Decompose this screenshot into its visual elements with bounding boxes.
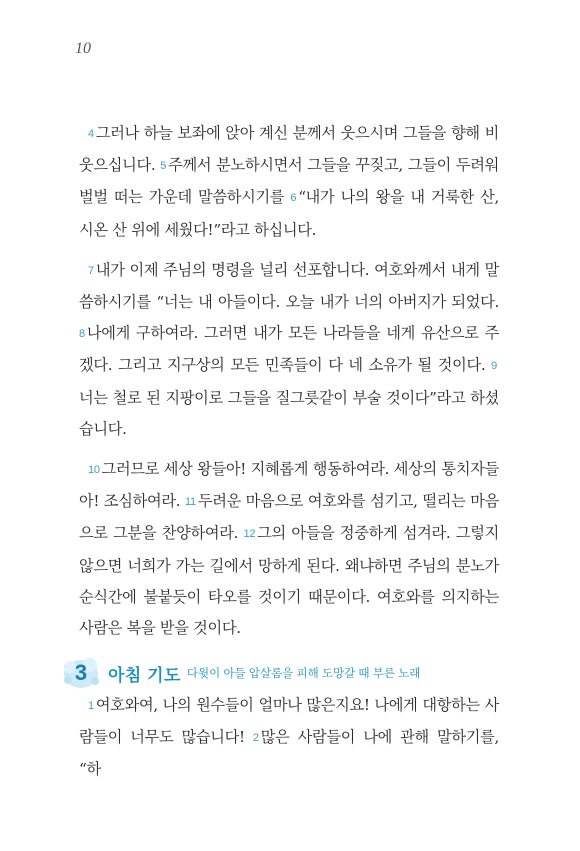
- verse-text: 많은 사람들이 나에 관해 말하기를, “하: [79, 728, 499, 779]
- section-number: 3: [74, 660, 88, 685]
- verse-text: 주께서 분노하시면서 그들을 꾸짖고, 그들이 두려워 벌벌 떠는 가운데 말씀하시기를: [79, 156, 499, 207]
- verse-number: 6: [290, 192, 297, 205]
- verse-text: 그의 아들을 정중하게 섬겨라. 그렇지 않으면 너희가 가는 길에서 망하게 된다. 왜냐하면 주님의 분노가 순식간에 불붙듯이 타오를 것이기 때문이다. 여호와를 의지하는 사람은 복을 받을 것이다.: [79, 524, 499, 638]
- verse-number: 7: [88, 264, 94, 277]
- verse-number: 4: [88, 128, 94, 140]
- verse-number: 2: [252, 732, 259, 745]
- paragraph: [79, 454, 499, 644]
- verse-text: “내가 나의 왕을 내 거룩한 산, 시온 산 위에 세웠다!”라고 하십니다.: [79, 188, 499, 239]
- paragraph: [79, 118, 499, 246]
- verse-number: 12: [243, 528, 256, 541]
- section-subtitle: 다윗이 아들 압살롬을 피해 도망갈 때 부른 노래: [186, 668, 421, 680]
- psalm-text: [79, 118, 499, 653]
- page-number: 10: [75, 40, 91, 57]
- verse-text: 나에게 구하여라. 그러면 내가 모든 나라들을 네게 유산으로 주겠다. 그리고 지구상의 모든 민족들이 다 네 소유가 될 것이다.: [79, 324, 499, 375]
- verse-text: 여호와여, 나의 원수들이 얼마나 많은지요! 나에게 대항하는 사람들이 너무도 많습니다!: [79, 696, 499, 747]
- verse-number: 8: [79, 328, 85, 341]
- verse-text: 너는 철로 된 지팡이로 그들을 질그릇같이 부술 것이다”라고 하셨습니다.: [79, 388, 499, 438]
- paragraph: [79, 255, 499, 445]
- verse-text: 내가 이제 주님의 명령을 널리 선포합니다. 여호와께서 내게 말씀하시기를 “너는 내 아들이다. 오늘 내가 너의 아버지가 되었다.: [79, 260, 499, 312]
- verse-number: 11: [185, 496, 196, 509]
- verse-text: 그러나 하늘 보좌에 앉아 계신 분께서 웃으시며 그들을 향해 비웃으십니다.: [79, 124, 499, 175]
- verse-number: 5: [160, 160, 167, 173]
- section-badge: [60, 654, 102, 692]
- section-heading: [60, 654, 420, 692]
- verse-number: 1: [88, 700, 94, 712]
- paragraph: [79, 690, 499, 786]
- verse-number: 9: [491, 360, 497, 373]
- verse-text: 그러므로 세상 왕들아! 지혜롭게 행동하여라. 세상의 통치자들아! 조심하여라.: [79, 460, 499, 511]
- verse-text: 두려운 마음으로 여호와를 섬기고, 떨리는 마음으로 그분을 찬양하여라.: [79, 492, 499, 543]
- section-title: 아침 기도: [108, 665, 181, 685]
- verse-number: 10: [88, 464, 100, 477]
- section-text: [79, 690, 499, 795]
